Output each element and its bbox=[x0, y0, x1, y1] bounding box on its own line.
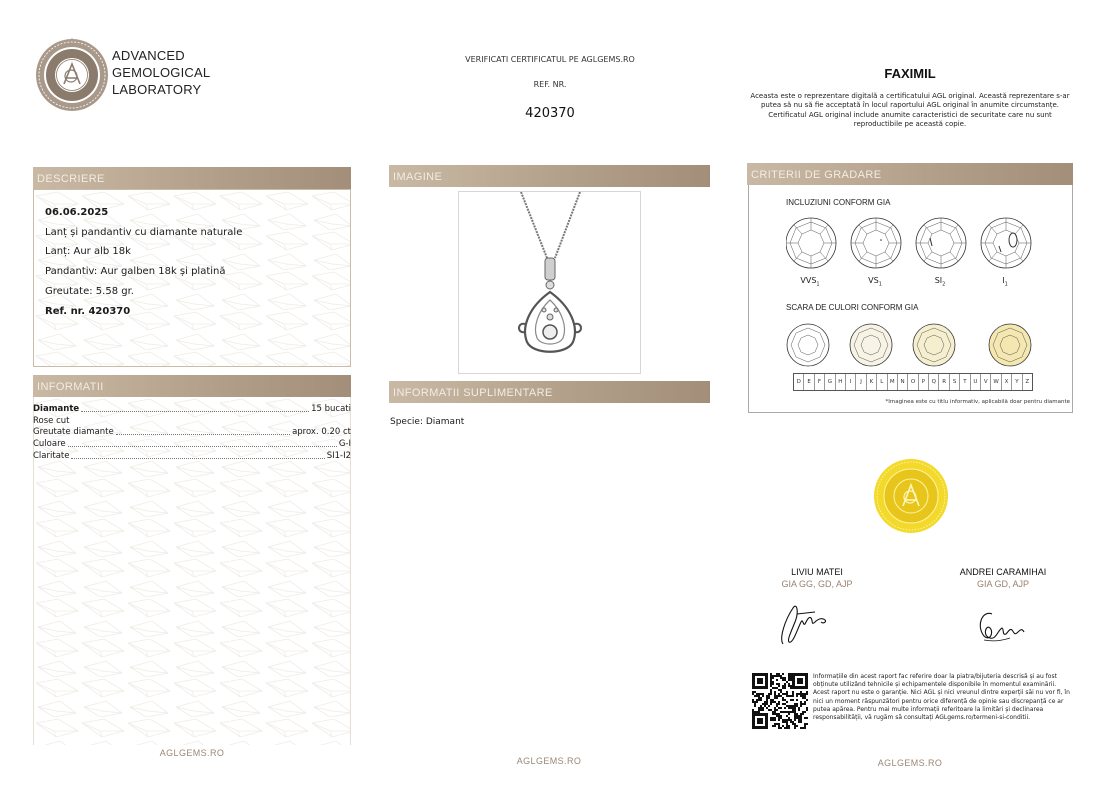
color-scale-letter: F bbox=[814, 374, 824, 390]
info-label: Culoare bbox=[33, 439, 66, 449]
info-value: SI1-I2 bbox=[326, 451, 351, 461]
signature bbox=[974, 606, 1030, 650]
diamond-facet-icon bbox=[851, 218, 901, 268]
color-scale-letter: K bbox=[866, 374, 876, 390]
info-value: aprox. 0.20 ct bbox=[292, 427, 351, 437]
diamond-facet-icon bbox=[981, 218, 1031, 268]
color-scale-letter: Y bbox=[1011, 374, 1021, 390]
descriere-ref: Ref. nr. 420370 bbox=[45, 306, 131, 317]
diamond-facet-icon bbox=[916, 218, 966, 268]
info-label: Greutate diamante bbox=[33, 427, 114, 437]
descriere-line: Pandantiv: Aur galben 18k și platină bbox=[45, 266, 226, 277]
color-scale-letter: S bbox=[949, 374, 959, 390]
color-scale-letter: R bbox=[938, 374, 948, 390]
color-scale-letter: J bbox=[855, 374, 865, 390]
informatii-heading: INFORMATII bbox=[33, 375, 351, 397]
color-scale-letter: X bbox=[1001, 374, 1011, 390]
color-scale-letter: Q bbox=[928, 374, 938, 390]
color-scale-letter: U bbox=[970, 374, 980, 390]
signer-name: LIVIU MATEI bbox=[791, 567, 843, 577]
grade-label: $SI_2$ bbox=[934, 276, 946, 288]
verify-text: VERIFICATI CERTIFICATUL PE AGLGEMS.RO bbox=[465, 55, 635, 64]
color-scale-letter: I bbox=[845, 374, 855, 390]
ref-label: REF. NR. bbox=[533, 80, 567, 89]
footer-url-right[interactable]: AGLGEMS.RO bbox=[877, 758, 943, 768]
color-scale-letter: G bbox=[824, 374, 834, 390]
dotted-leader bbox=[81, 403, 309, 412]
info-label: Claritate bbox=[33, 451, 70, 461]
inclusion-diagrams bbox=[786, 216, 1046, 280]
info-row bbox=[33, 450, 351, 462]
descriere-line: Lanț: Aur alb 18k bbox=[45, 246, 131, 257]
lab-name-line: ADVANCED bbox=[112, 48, 185, 63]
signer-title: GIA GD, AJP bbox=[976, 579, 1030, 589]
diamond-color-icon bbox=[850, 324, 892, 366]
diamond-color-icon bbox=[787, 324, 829, 366]
diamond-color-icon bbox=[989, 324, 1031, 366]
ref-number: 420370 bbox=[525, 106, 575, 121]
info-row bbox=[33, 426, 351, 438]
color-scale-bar bbox=[793, 373, 1033, 391]
info-label: Diamante bbox=[33, 404, 80, 414]
dotted-leader bbox=[71, 450, 324, 459]
suplimentare-heading: INFORMATII SUPLIMENTARE bbox=[389, 381, 710, 403]
criterii-heading: CRITERII DE GRADARE bbox=[747, 163, 1073, 185]
grade-labels bbox=[790, 276, 1025, 288]
diamond-facet-icons bbox=[786, 216, 1046, 276]
imagine-heading: IMAGINE bbox=[389, 165, 710, 187]
criterii-note: *Imaginea este cu titlu informativ, aplicabilă doar pentru diamante bbox=[885, 399, 1070, 405]
signature bbox=[775, 600, 835, 652]
footer-url-left[interactable]: AGLGEMS.RO bbox=[159, 748, 225, 758]
diamond-color-icon bbox=[913, 324, 955, 366]
gold-seal bbox=[873, 458, 949, 534]
descriere-line: Lanț și pandantiv cu diamante naturale bbox=[45, 227, 243, 238]
info-value: 15 bucati bbox=[311, 404, 351, 414]
jewelry-image bbox=[458, 191, 641, 374]
color-scale-title: SCARA DE CULORI CONFORM GIA bbox=[786, 303, 919, 312]
specie-text: Specie: Diamant bbox=[390, 417, 465, 427]
descriere-date: 06.06.2025 bbox=[45, 207, 109, 218]
color-diagrams bbox=[786, 323, 1046, 373]
color-scale-letter: V bbox=[980, 374, 990, 390]
info-value: G-I bbox=[338, 439, 351, 449]
color-scale-letter: H bbox=[835, 374, 845, 390]
info-row bbox=[33, 403, 351, 415]
dotted-leader bbox=[68, 438, 337, 447]
color-scale-letter: W bbox=[990, 374, 1000, 390]
lab-name-line: LABORATORY bbox=[112, 82, 202, 97]
color-scale-letter: Z bbox=[1022, 374, 1032, 390]
diamond-facet-icon bbox=[786, 218, 836, 268]
lab-name-line: GEMOLOGICAL bbox=[112, 65, 211, 80]
color-scale-letter: D bbox=[796, 379, 801, 385]
signer-title: GIA GG, GD, AJP bbox=[781, 579, 853, 589]
grade-label: $I_1$ bbox=[1002, 276, 1008, 288]
color-scale-letter: M bbox=[887, 374, 897, 390]
qr-code[interactable] bbox=[752, 673, 808, 729]
color-scale-letter: N bbox=[897, 374, 907, 390]
inclusions-title: INCLUZIUNI CONFORM GIA bbox=[786, 198, 891, 207]
color-scale-letter: O bbox=[907, 374, 917, 390]
faximil-title: FAXIMIL bbox=[884, 66, 936, 81]
descriere-line: Greutate: 5.58 gr. bbox=[45, 286, 134, 297]
footer-url-center[interactable]: AGLGEMS.RO bbox=[516, 756, 582, 766]
color-scale-letter: T bbox=[959, 374, 969, 390]
grade-label: $VVS_1$ bbox=[800, 276, 820, 288]
color-scale-letter: E bbox=[803, 374, 813, 390]
descriere-heading: DESCRIERE bbox=[33, 167, 351, 189]
agl-seal-logo bbox=[35, 38, 109, 112]
info-row bbox=[33, 438, 351, 450]
lab-name bbox=[112, 47, 210, 98]
dotted-leader bbox=[116, 426, 290, 435]
signer-name: ANDREI CARAMIHAI bbox=[959, 567, 1047, 577]
info-label: Rose cut bbox=[33, 416, 70, 426]
disclaimer-text: Informațiile din acest raport fac referire doar la piatra/bijuteria descrisă și au fost obținute utilizând tehnicile și echipamentele disponibile în momentul examinării. Acest raport nu este o garanție. Nici AGL și nici vreunul dintre experții săi nu vor fi, în nici un moment răspunzători pentru orice diferență de opinie sau discrepanță ce ar putea apărea. Pentru mai multe informații referitoare la limitări și declinarea responsabilității, vă rugăm să consultați AGLgems.ro/termeni-si-conditii. bbox=[813, 673, 1070, 722]
pendant-illustration bbox=[459, 192, 640, 373]
color-scale-letter: L bbox=[876, 374, 886, 390]
faximil-text: Aceasta este o reprezentare digitală a certificatului AGL original. Această reprezentare s-ar putea să nu să fie acceptată în locul raportului AGL original în anumite circumstanțe. Certificatul AGL original include anumite caracteristici de securitate care nu sunt reproductibile pe această copie. bbox=[750, 92, 1070, 129]
diamond-color-icons bbox=[786, 323, 1046, 369]
grade-label: $VS_1$ bbox=[868, 276, 882, 288]
color-scale-letter: P bbox=[918, 374, 928, 390]
